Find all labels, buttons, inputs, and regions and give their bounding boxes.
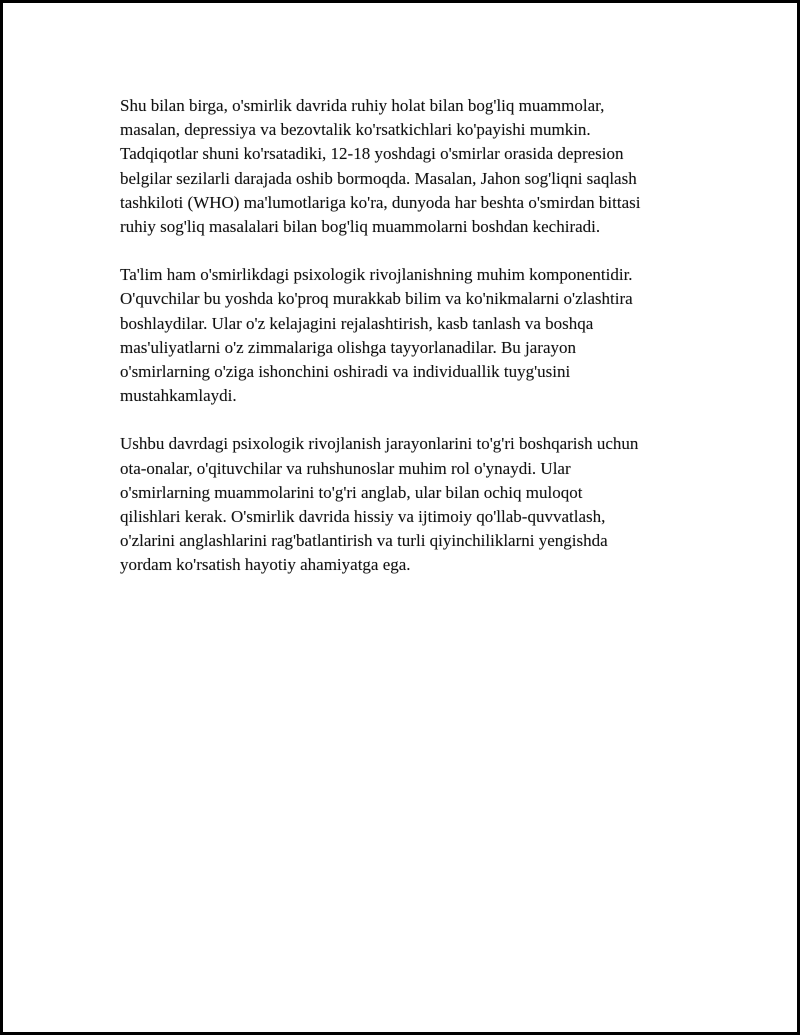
paragraph-2 <box>120 263 690 408</box>
text-line: mustahkamlaydi. <box>120 386 237 406</box>
text-line: Shu bilan birga, o'smirlik davrida ruhiy holat bilan bog'liq muammolar, <box>120 96 605 115</box>
text-line: boshlaydilar. Ular o'z kelajagini rejalashtirish, kasb tanlash va boshqa <box>120 313 594 333</box>
text-line: O'quvchilar bu yoshda ko'proq murakkab bilim va ko'nikmalarni o'zlashtira <box>120 289 633 309</box>
paragraph-1 <box>120 94 690 239</box>
text-line: qilishlari kerak. O'smirlik davrida hissiy va ijtimoiy qo'llab-quvvatlash, <box>120 507 606 527</box>
text-line: o'smirlarning o'ziga ishonchini oshiradi va individuallik tuyg'usini <box>120 362 571 382</box>
text-line: o'smirlarning muammolarini to'g'ri anglab, ular bilan ochiq muloqot <box>120 482 583 502</box>
document-body <box>120 94 690 602</box>
text-line: Tadqiqotlar shuni ko'rsatadiki, 12-18 yoshdagi o'smirlar orasida depresion <box>120 144 624 164</box>
text-line: masalan, depressiya va bezovtalik ko'rsatkichlari ko'payishi mumkin. <box>120 120 591 140</box>
text-line: ruhiy sog'liq masalalari bilan bog'liq muammolarni boshdan kechiradi. <box>120 217 601 237</box>
text-line: Ushbu davrdagi psixologik rivojlanish jarayonlarini to'g'ri boshqarish uchun <box>120 434 639 454</box>
text-line: o'zlarini anglashlarini rag'batlantirish va turli qiyinchiliklarni yengishda <box>120 531 608 551</box>
text-line: yordam ko'rsatish hayotiy ahamiyatga ega. <box>120 555 411 575</box>
text-line: ota-onalar, o'qituvchilar va ruhshunoslar muhim rol o'ynaydi. Ular <box>120 458 571 478</box>
text-line: tashkiloti (WHO) ma'lumotlariga ko'ra, dunyoda har beshta o'smirdan bittasi <box>120 192 641 212</box>
text-line: mas'uliyatlarni o'z zimmalariga olishga tayyorlanadilar. Bu jarayon <box>120 337 577 357</box>
text-line: belgilar sezilarli darajada oshib bormoqda. Masalan, Jahon sog'liqni saqlash <box>120 168 637 188</box>
text-line: Ta'lim ham o'smirlikdagi psixologik rivojlanishning muhim komponentidir. <box>120 265 633 285</box>
paragraph-3 <box>120 432 690 577</box>
